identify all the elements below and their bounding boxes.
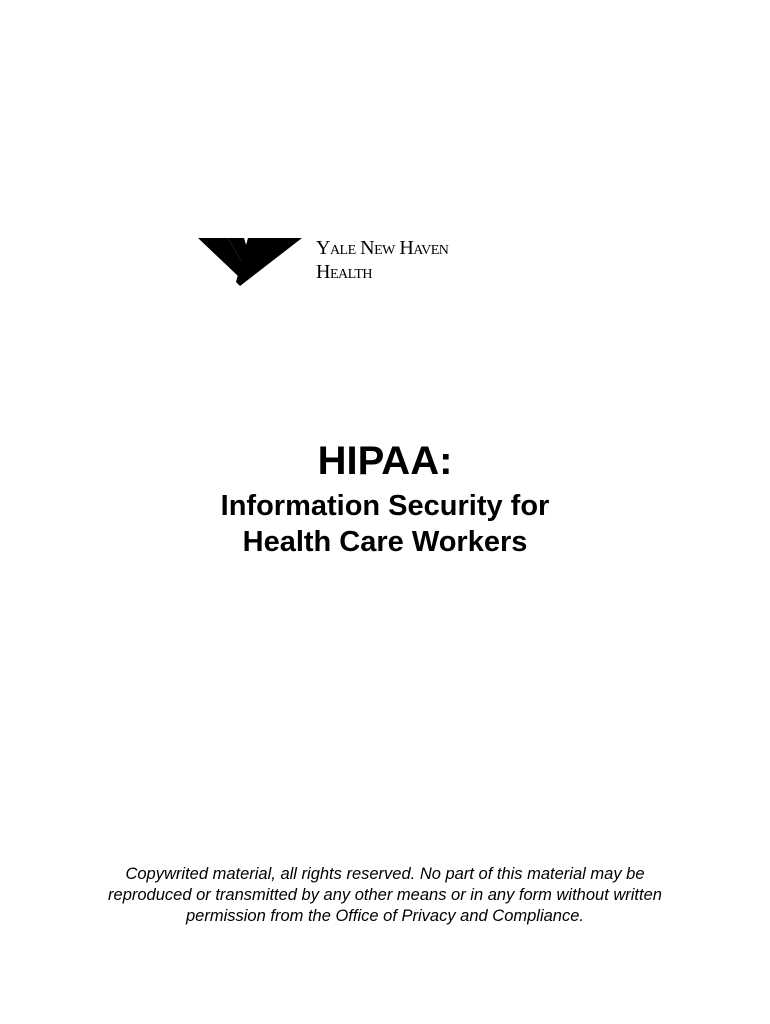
title-block (0, 438, 770, 560)
subtitle-line-1: Information Security for (220, 490, 550, 522)
page-title: HIPAA: (317, 439, 453, 483)
yale-new-haven-chevron-logo-icon (198, 236, 302, 286)
copyright-line-1: Copywrited material, all rights reserved. No part of this material may be (125, 865, 645, 883)
logo-wordmark (316, 236, 448, 284)
logo-line-1: Yale New Haven (316, 237, 449, 259)
logo-line-2: Health (316, 261, 373, 283)
copyright-line-3: permission from the Office of Privacy and Compliance. (186, 907, 584, 925)
copyright-line-2: reproduced or transmitted by any other means or in any form without written (108, 886, 662, 904)
subtitle-line-2: Health Care Workers (242, 526, 528, 558)
copyright-notice (60, 864, 710, 927)
organization-logo (198, 236, 528, 288)
